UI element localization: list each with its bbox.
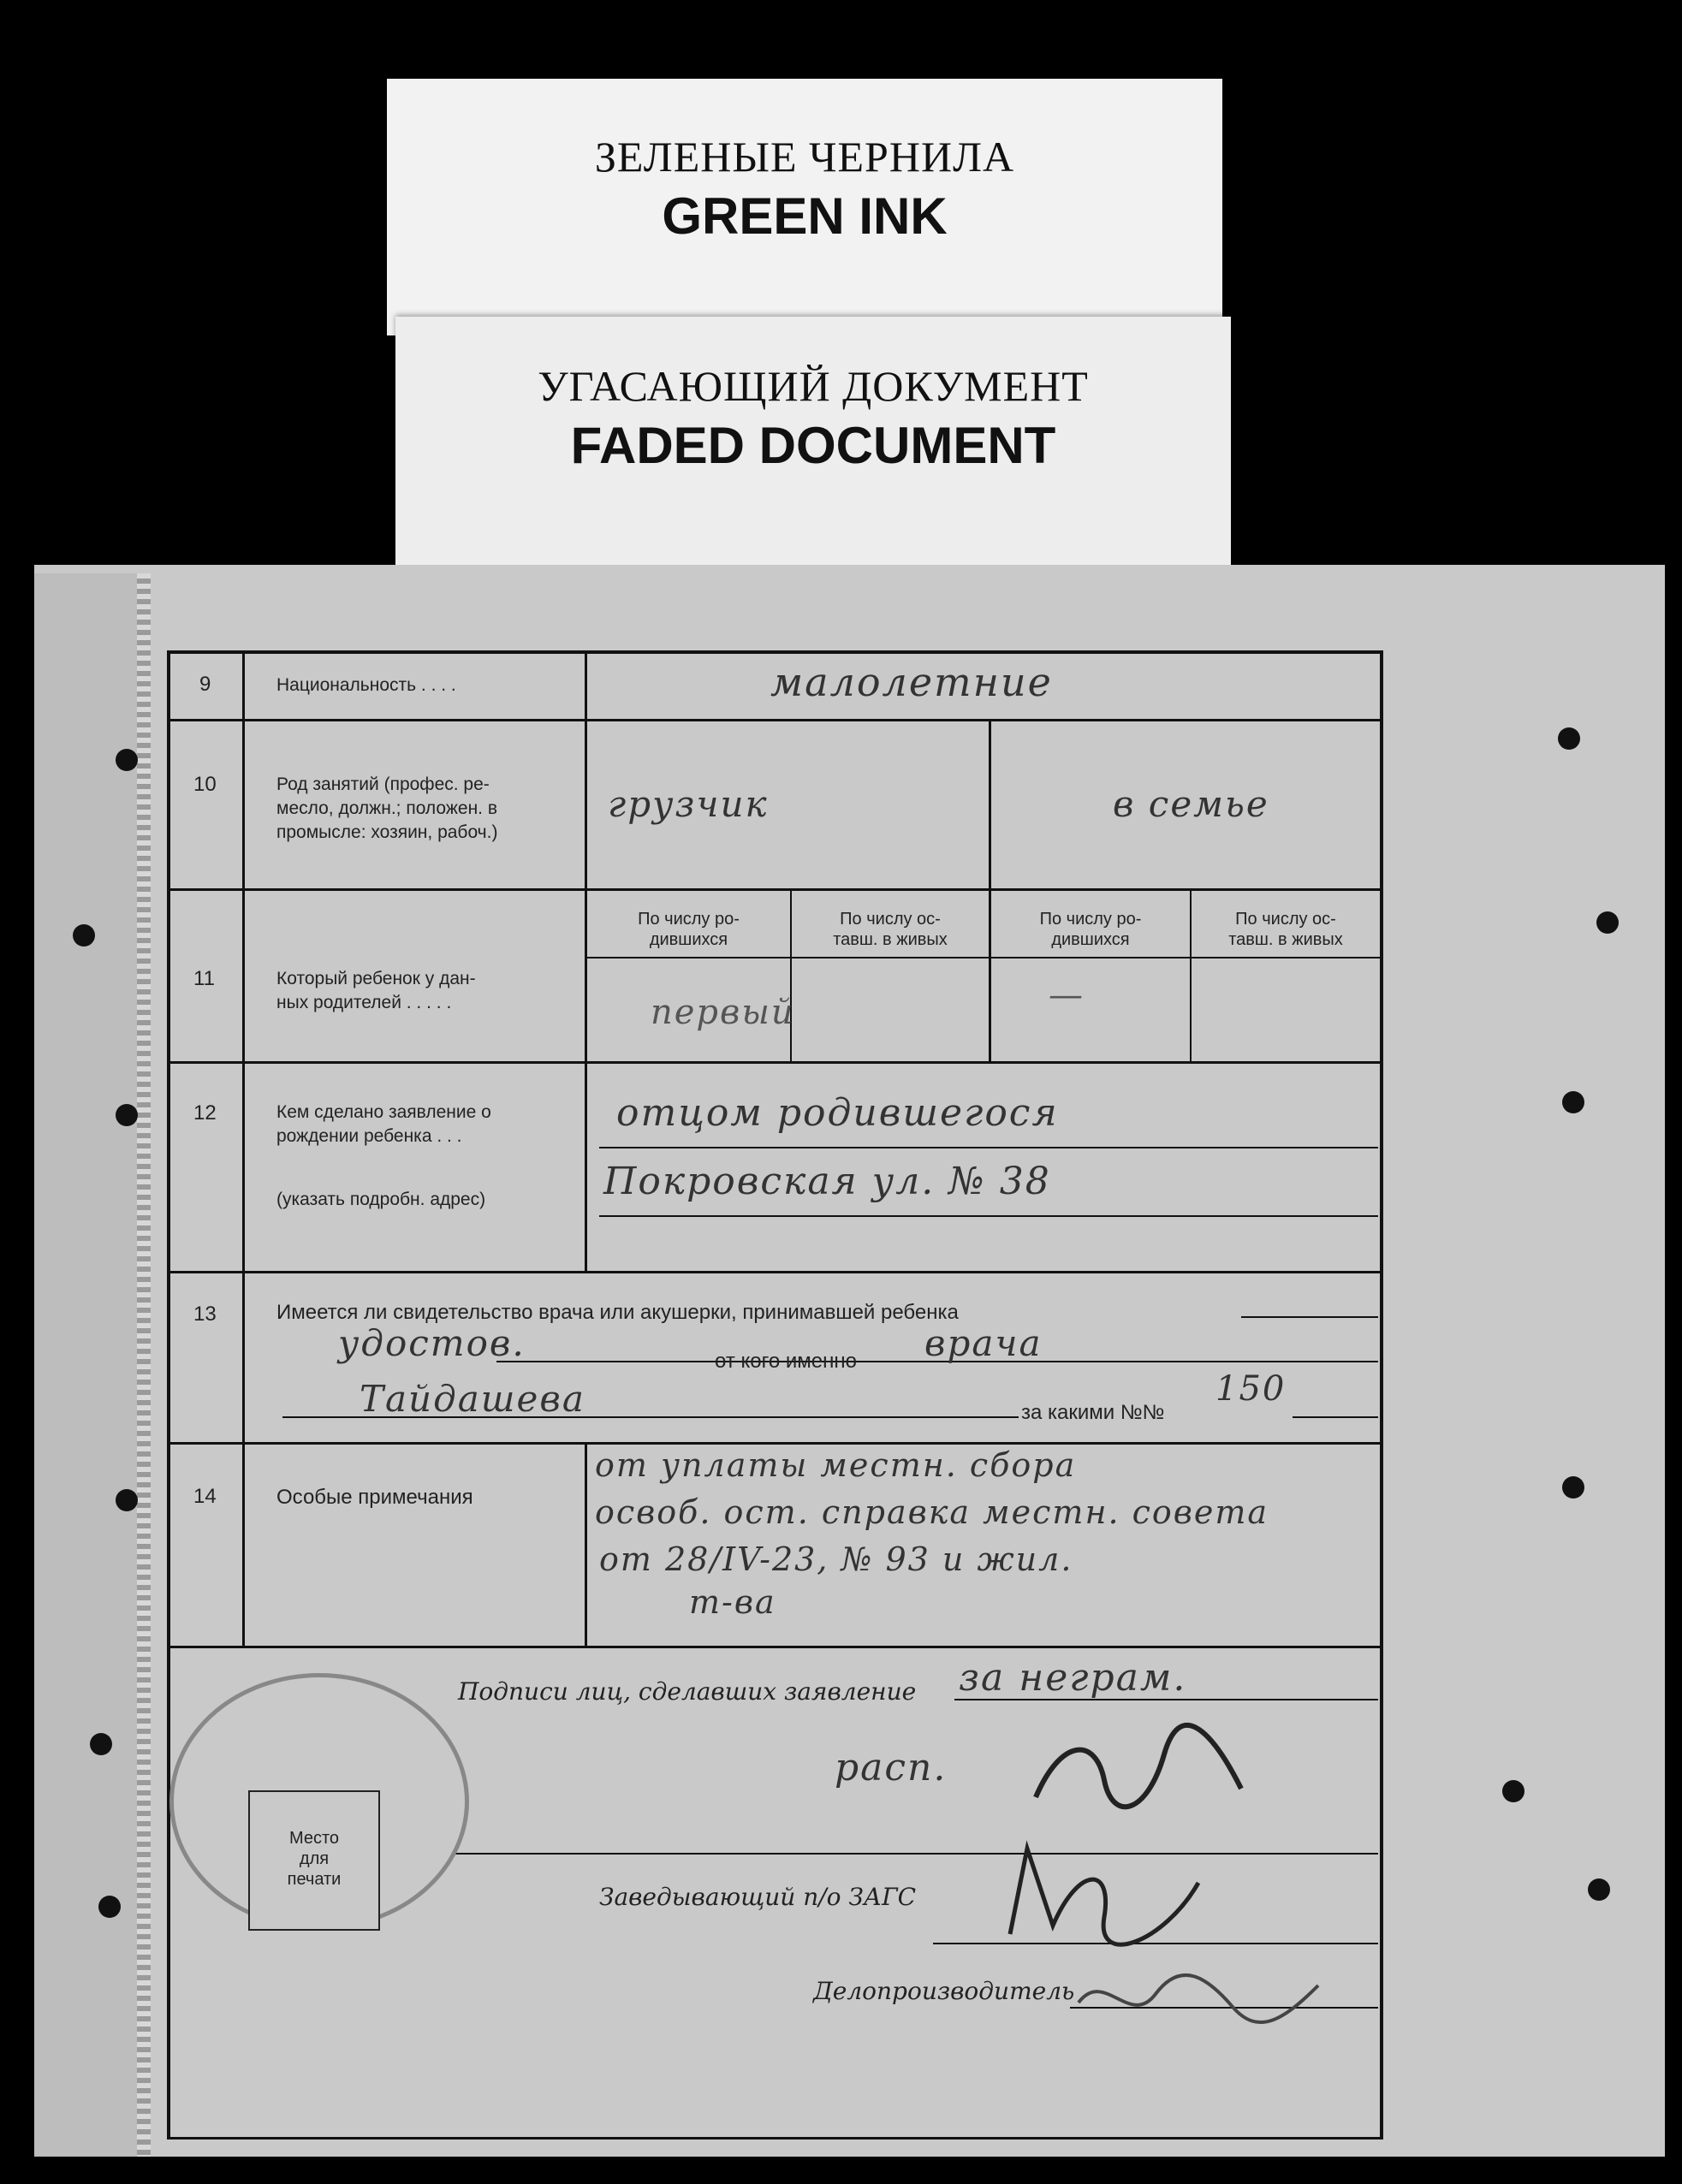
faded-document-label-card [395, 317, 1231, 565]
binding-hole [116, 1489, 138, 1511]
clerk-signature-scribble [1070, 1960, 1327, 2037]
row-13-number: 13 [193, 1303, 217, 1326]
row-13-from-whom-label: от кого именно [715, 1350, 857, 1373]
row-9-value: малолетние [770, 659, 1053, 705]
binding-hole [1558, 727, 1580, 750]
row-11-value-born: первый [651, 993, 795, 1032]
applicants-signature-label: Подписи лиц, сделавших заявление [458, 1677, 917, 1706]
seal-text-line-1: Место [288, 1829, 340, 1848]
faded-document-label-en: FADED DOCUMENT [570, 417, 1056, 474]
row-12-value-applicant: отцом родившегося [616, 1091, 1059, 1135]
row-9-number: 9 [199, 673, 211, 696]
row-11-col-2-header-line-1: По числу ос- [840, 910, 941, 929]
row-13-value-number: 150 [1215, 1369, 1287, 1409]
binding-hole [116, 749, 138, 771]
row-12-label-line-3: (указать подробн. адрес) [276, 1190, 486, 1209]
row-14-value-line-4: т-ва [689, 1583, 776, 1621]
binding-hole [98, 1896, 121, 1918]
row-14-value-line-2: освоб. ост. справка местн. совета [595, 1493, 1269, 1531]
binding-hole [90, 1733, 112, 1755]
row-11-col-4-header-line-2: тавш. в живых [1228, 930, 1343, 949]
row-13-value-doctor: врача [924, 1322, 1043, 1364]
perforation-edge [137, 573, 151, 2157]
row-9-label: Национальность . . . . [276, 675, 456, 695]
row-13-value-name: Тайдашева [360, 1378, 585, 1420]
applicant-signature-scribble [1027, 1720, 1250, 1823]
row-11-col-1-header-line-2: дившихся [649, 930, 728, 949]
applicants-signature-value-2: расп. [835, 1746, 948, 1789]
row-11-col-3-header-line-2: дившихся [1051, 930, 1130, 949]
zags-head-label: Заведывающий п/о ЗАГС [599, 1883, 917, 1911]
row-13-value-certificate: удостов. [338, 1322, 526, 1364]
row-11-col-3-header [991, 909, 1190, 950]
row-11-number: 11 [193, 967, 215, 990]
binding-hole [116, 1104, 138, 1126]
clerk-label: Делопроизводитель [813, 1977, 1075, 2005]
binding-hole [1562, 1091, 1584, 1113]
binding-hole [1596, 911, 1619, 934]
green-ink-label-ru: ЗЕЛЕНЫЕ ЧЕРНИЛА [594, 133, 1015, 181]
binding-hole [1562, 1476, 1584, 1499]
row-14-value-line-1: от уплаты местн. сбора [595, 1446, 1077, 1484]
seal-place-box [248, 1790, 380, 1931]
binding-hole [73, 924, 95, 947]
binding-hole [1588, 1878, 1610, 1901]
row-14-number: 14 [193, 1485, 217, 1508]
row-10-value-father: грузчик [608, 783, 769, 825]
green-ink-label-card [387, 79, 1222, 335]
row-11-col-3-header-line-1: По числу ро- [1039, 910, 1142, 929]
row-12-label-line-2: рождении ребенка . . . [276, 1126, 462, 1146]
row-11-col-2-header [792, 909, 989, 950]
zags-head-signature-scribble [993, 1831, 1215, 1968]
binding-stub [34, 573, 150, 2157]
row-10-label-line-2: месло, должн.; положен. в [276, 798, 497, 818]
row-12-number: 12 [193, 1101, 217, 1125]
faded-document-label-ru: УГАСАЮЩИЙ ДОКУМЕНТ [538, 362, 1089, 410]
row-13-number-label: за какими №№ [1021, 1401, 1165, 1424]
row-11-col-4-header-line-1: По числу ос- [1235, 910, 1336, 929]
row-10-value-mother: в семье [1113, 783, 1269, 825]
row-11-col-1-header-line-1: По числу ро- [638, 910, 740, 929]
row-11-col-1-header [587, 909, 790, 950]
binding-hole [1502, 1780, 1524, 1802]
green-ink-label-en: GREEN INK [662, 187, 948, 245]
applicants-signature-value: за неграм. [959, 1656, 1187, 1700]
row-11-col-2-header-line-2: тавш. в живых [833, 930, 948, 949]
row-12-value-address: Покровская ул. № 38 [603, 1160, 1051, 1203]
row-10-label-line-3: промысле: хозяин, рабоч.) [276, 822, 498, 842]
row-13-question: Имеется ли свидетельство врача или акушерки, принимавшей ребенка [276, 1301, 959, 1324]
row-11-value-dash: — [1049, 976, 1085, 1015]
row-11-label-line-2: ных родителей . . . . . [276, 993, 452, 1012]
row-14-label: Особые примечания [276, 1486, 473, 1509]
row-10-label-line-1: Род занятий (профес. ре- [276, 774, 490, 794]
row-11-label-line-1: Который ребенок у дан- [276, 969, 476, 988]
row-14-value-line-3: от 28/IV-23, № 93 и жил. [599, 1540, 1073, 1578]
row-10-number: 10 [193, 773, 217, 796]
row-11-col-4-header [1192, 909, 1380, 950]
seal-text-line-2: для [299, 1849, 330, 1868]
seal-text-line-3: печати [287, 1870, 342, 1889]
row-12-label-line-1: Кем сделано заявление о [276, 1102, 491, 1122]
